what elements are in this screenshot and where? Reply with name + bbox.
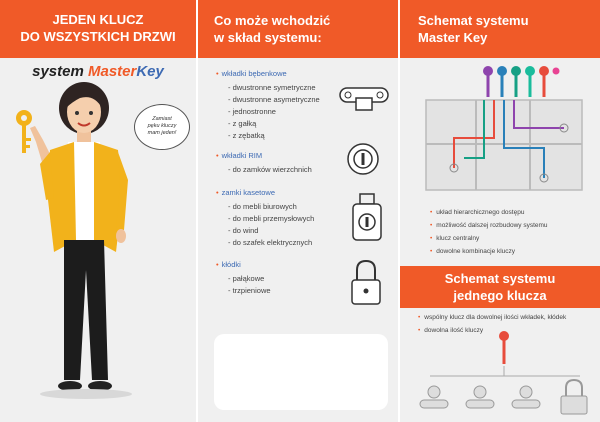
group-title: • zamki kasetowe [216, 188, 275, 197]
speech-bubble [134, 104, 190, 150]
group-item: - do wind [228, 226, 258, 235]
bubble-line2: pęku kluczy [147, 123, 177, 129]
floor-plan-icon [424, 98, 584, 194]
group-item: - z gałką [228, 119, 256, 128]
brand-system: system [32, 63, 84, 80]
group-item: - pałąkowe [228, 274, 264, 283]
brand-master: Master [87, 63, 137, 80]
header-right-line2: Master Key [418, 30, 488, 45]
header-right [400, 0, 600, 58]
feature-bullet: • dowolne kombinacje kluczy [430, 248, 515, 255]
header-right-line1: Schemat systemu [418, 13, 529, 28]
group-item: - trzpieniowe [228, 286, 271, 295]
red-key-icon [498, 330, 510, 366]
feature-bullet-2: • wspólny klucz dla dowolnej ilości wkładek, kłódek [418, 314, 566, 321]
padlock-icon [348, 258, 384, 308]
group-item: - z zębatką [228, 131, 265, 140]
group-item: - do zamków wierzchnich [228, 165, 312, 174]
header-middle-title [214, 12, 330, 46]
header-right-2 [400, 266, 600, 308]
feature-bullet-2: • dowolna ilość kluczy [418, 327, 483, 334]
blank-box [214, 334, 388, 410]
bubble-line3: mam jeden! [147, 130, 177, 136]
rim-cylinder-icon [346, 142, 380, 176]
key-lock-tree-icon [410, 364, 596, 418]
group-item: - dwustronne symetryczne [228, 83, 316, 92]
header-right-title [418, 12, 529, 46]
cylinder-lock-icon [338, 84, 390, 112]
woman-illustration [24, 80, 144, 402]
feature-bullet: • klucz centralny [430, 235, 479, 242]
header-left-line2: DO WSZYSTKICH DRZWI [20, 29, 176, 44]
brand-logo [0, 63, 196, 80]
header-middle-line2: w skład systemu: [214, 30, 322, 45]
feature-bullet: • możliwość dalszej rozbudowy systemu [430, 222, 548, 229]
feature-bullet: • układ hierarchicznego dostępu [430, 209, 524, 216]
header-left-line1: JEDEN KLUCZ [52, 12, 144, 27]
master-keys-icon [480, 64, 560, 100]
group-title: • wkładki RIM [216, 151, 262, 160]
group-item: - do mebli biurowych [228, 202, 297, 211]
header-middle-line1: Co może wchodzić [214, 13, 331, 28]
bubble-line1: Zamiast [152, 116, 172, 122]
header-left-title [0, 11, 196, 45]
header-middle [198, 0, 398, 58]
cabinet-lock-icon [350, 192, 384, 244]
header-left [0, 0, 196, 58]
group-item: - jednostronne [228, 107, 276, 116]
group-item: - do mebli przemysłowych [228, 214, 314, 223]
header-right-2-line1: Schemat systemu [444, 271, 556, 286]
group-item: - do szafek elektrycznych [228, 238, 312, 247]
panel-middle [196, 0, 398, 422]
header-right-2-line2: jednego klucza [453, 288, 547, 303]
brand-key: Key [136, 63, 164, 80]
panel-left [0, 0, 196, 422]
group-title: • kłódki [216, 260, 241, 269]
group-item: - dwustronne asymetryczne [228, 95, 320, 104]
group-title: • wkładki bębenkowe [216, 69, 287, 78]
panel-right [398, 0, 600, 422]
